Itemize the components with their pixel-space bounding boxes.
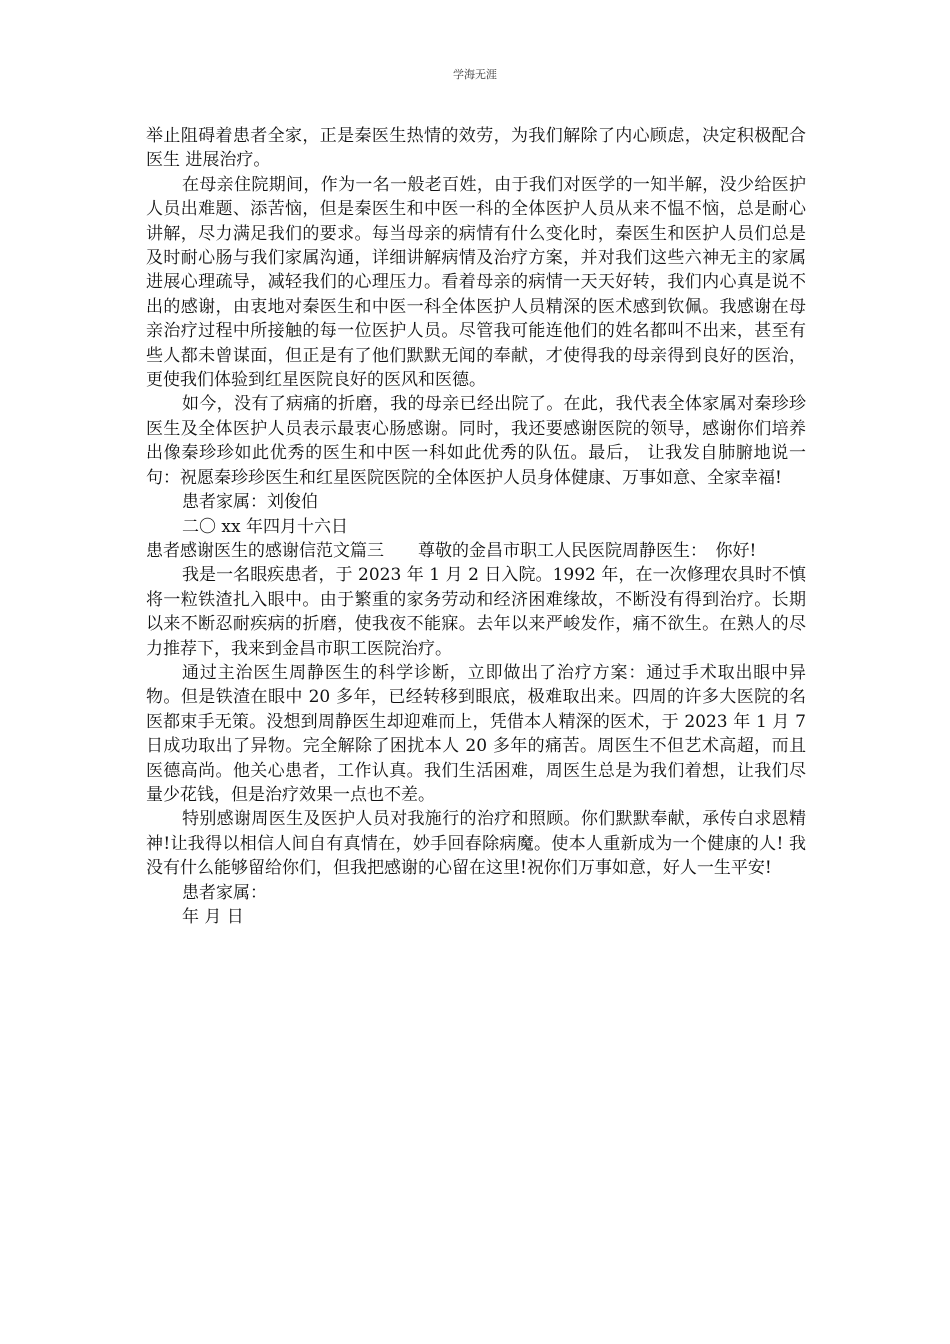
paragraph: 通过主治医生周静医生的科学诊断，立即做出了治疗方案：通过手术取出眼中异物。但是铁渣在眼中 20 多年，已经转移到眼底，极难取出来。四周的许多大医院的名医都束手无策。没想到周静医生却迎难而上，凭借本人精深的医术，于 2023 年 1 月 7 日成功取出了异物。完全解除了困扰本人 20 多年的痛苦。周医生不但艺术高超，而且医德高尚。他关心患者，工作认真。我们生活困难，周医生总是为我们着想，让我们尽量少花钱，但是治疗效果一点也不差。 bbox=[146, 662, 806, 805]
signature-line: 患者家属：刘俊伯 bbox=[182, 492, 318, 513]
date-line: 二〇 xx 年四月十六日 bbox=[182, 516, 348, 537]
paragraph: 举止阻碍着患者全家，正是秦医生热情的效劳，为我们解除了内心顾虑，决定积极配合医生 进展治疗。 bbox=[146, 126, 806, 171]
paragraph: 如今，没有了病痛的折磨，我的母亲已经出院了。在此，我代表全体家属对秦珍珍医生及全体医护人员表示最衷心肠感谢。同时，我还要感谢医院的领导，感谢你们培养出像秦珍珍如此优秀的医生和中医一科如此优秀的队伍。最后， 让我发自肺腑地说一句：祝愿秦珍珍医生和红星医院医院的全体医护人员身体健康、万事如意、全家幸福! bbox=[146, 394, 806, 488]
signature-line: 患者家属： bbox=[182, 882, 267, 903]
paragraph: 特别感谢周医生及医护人员对我施行的治疗和照顾。你们默默奉献，承传白求恩精神!让我得以相信人间自有真情在，妙手回春除病魔。使本人重新成为一个健康的人! 我没有什么能够留给你们，但我把感谢的心留在这里!祝你们万事如意，好人一生平安! bbox=[146, 809, 806, 879]
page-header: 学海无涯 bbox=[453, 68, 497, 81]
section-heading: 患者感谢医生的感谢信范文篇三 尊敬的金昌市职工人民医院周静医生： 你好! bbox=[146, 540, 757, 561]
paragraph: 我是一名眼疾患者，于 2023 年 1 月 2 日入院。1992 年，在一次修理农具时不慎将一粒铁渣扎入眼中。由于繁重的家务劳动和经济困难缘故，不断没有得到治疗。长期以来不断忍耐疾病的折磨，使我夜不能寐。去年以来严峻发作，痛不欲生。在熟人的尽力推荐下，我来到金昌市职工医院治疗。 bbox=[146, 565, 806, 659]
date-line: 年 月 日 bbox=[182, 907, 244, 927]
paragraph: 在母亲住院期间，作为一名一般老百姓，由于我们对医学的一知半解，没少给医护人员出难题、添苦恼，但是秦医生和中医一科的全体医护人员从来不愠不恼，总是耐心讲解，尽力满足我们的要求。每当母亲的病情有什么变化时，秦医生和医护人员们总是及时耐心肠与我们家属沟通，详细讲解病情及治疗方案，并对我们这些六神无主的家属进展心理疏导，减轻我们的心理压力。看着母亲的病情一天天好转，我们内心真是说不出的感谢，由衷地对秦医生和中医一科全体医护人员精深的医术感到钦佩。我感谢在母亲治疗过程中所接触的每一位医护人员。尽管我可能连他们的姓名都叫不出来，甚至有些人都未曾谋面，但正是有了他们默默无闻的奉献，才使得我的母亲得到良好的医治，更使我们体验到红星医院良好的医风和医德。 bbox=[146, 174, 806, 391]
letter-body bbox=[146, 124, 806, 929]
